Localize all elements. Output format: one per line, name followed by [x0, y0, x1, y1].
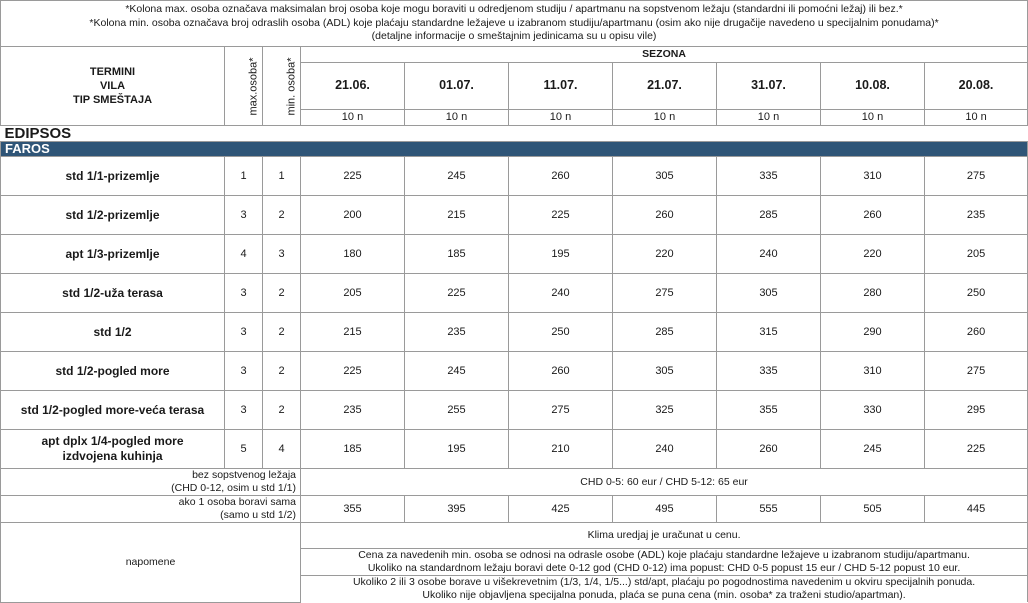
- nights-6: 10 n: [821, 110, 925, 126]
- price-cell: 235: [301, 391, 405, 430]
- footer-lines-2-3: [301, 549, 1028, 576]
- note-min: *Kolona min. osoba označava broj odraslih osoba (ADL) koje plaćaju standardne ležajeve u izabranom studiju/apartmanu (osim ako nije drugačije navedeno u specijalnim ponudama)*: [89, 16, 939, 29]
- price-cell: 260: [509, 157, 613, 196]
- header-min-persons: min. osoba*: [263, 47, 301, 126]
- min-persons: 2: [263, 352, 301, 391]
- table-row: [1, 235, 1028, 274]
- price-cell: 275: [925, 352, 1028, 391]
- header-max-persons: max.osoba*: [225, 47, 263, 126]
- unit-name: std 1/2-uža terasa: [1, 274, 225, 313]
- nights-7: 10 n: [925, 110, 1028, 126]
- price-cell: 215: [301, 313, 405, 352]
- max-persons: 4: [225, 235, 263, 274]
- unit-name: std 1/2: [1, 313, 225, 352]
- chd-value: CHD 0-5: 60 eur / CHD 5-12: 65 eur: [301, 469, 1028, 496]
- price-cell: 310: [821, 157, 925, 196]
- price-cell: 220: [613, 235, 717, 274]
- price-cell: 225: [405, 274, 509, 313]
- single-price: 395: [405, 496, 509, 523]
- footer-line-2: Cena za navedenih min. osoba se odnosi na odrasle osobe (ADL) koje plaćaju standardne ležajeve u izabranom studiju/apartmanu.: [358, 549, 970, 561]
- min-persons: 2: [263, 196, 301, 235]
- price-cell: 305: [613, 157, 717, 196]
- table-row: [1, 352, 1028, 391]
- price-cell: 315: [717, 313, 821, 352]
- chd-label-line1: bez sopstvenog ležaja: [192, 469, 296, 481]
- price-cell: 245: [405, 352, 509, 391]
- unit-name: std 1/2-prizemlje: [1, 196, 225, 235]
- price-cell: 205: [925, 235, 1028, 274]
- header-vila: VILA: [99, 80, 126, 92]
- price-cell: 225: [509, 196, 613, 235]
- date-2: 01.07.: [405, 62, 509, 110]
- date-5: 31.07.: [717, 62, 821, 110]
- price-cell: 295: [925, 391, 1028, 430]
- price-cell: 290: [821, 313, 925, 352]
- single-price: 555: [717, 496, 821, 523]
- price-cell: 210: [509, 430, 613, 469]
- unit-name: apt 1/3-prizemlje: [1, 235, 225, 274]
- single-label-line1: ako 1 osoba boravi sama: [178, 496, 296, 508]
- table-row: [1, 391, 1028, 430]
- date-3: 11.07.: [509, 62, 613, 110]
- price-cell: 260: [509, 352, 613, 391]
- price-cell: 305: [613, 352, 717, 391]
- footer-line-3: Ukoliko na standardnom ležaju boravi dete 0-12 god (CHD 0-12) ima popust: CHD 0-5 popust 15 eur / CHD 5-12 popust 10 eur.: [367, 562, 961, 574]
- unit-name: apt dplx 1/4-pogled more izdvojena kuhinja: [1, 430, 225, 469]
- subvilla-name: FAROS: [1, 142, 1028, 157]
- table-row: [1, 313, 1028, 352]
- price-cell: 255: [405, 391, 509, 430]
- date-1: 21.06.: [301, 62, 405, 110]
- price-cell: 225: [301, 157, 405, 196]
- min-persons: 3: [263, 235, 301, 274]
- max-persons: 3: [225, 391, 263, 430]
- unit-name: std 1/2-pogled more: [1, 352, 225, 391]
- price-cell: 220: [821, 235, 925, 274]
- footer-line-1: Klima uredjaj je uračunat u cenu.: [301, 523, 1028, 549]
- min-persons: 2: [263, 274, 301, 313]
- table-row: [1, 157, 1028, 196]
- price-cell: 280: [821, 274, 925, 313]
- price-cell: 275: [613, 274, 717, 313]
- max-persons: 3: [225, 352, 263, 391]
- min-persons: 1: [263, 157, 301, 196]
- single-price: 495: [613, 496, 717, 523]
- price-cell: 310: [821, 352, 925, 391]
- min-persons: 2: [263, 313, 301, 352]
- price-cell: 245: [821, 430, 925, 469]
- single-price: 355: [301, 496, 405, 523]
- max-persons: 5: [225, 430, 263, 469]
- price-cell: 260: [717, 430, 821, 469]
- header-tip: TIP SMEŠTAJA: [72, 94, 153, 106]
- single-label: [1, 496, 301, 523]
- min-persons: 4: [263, 430, 301, 469]
- nights-3: 10 n: [509, 110, 613, 126]
- note-details: (detaljne informacije o smeštajnim jedinicama su u opisu vile): [371, 30, 657, 43]
- table-row: [1, 274, 1028, 313]
- single-label-line2: (samo u std 1/2): [220, 509, 296, 521]
- chd-label: [1, 469, 301, 496]
- table-row: [1, 196, 1028, 235]
- price-cell: 305: [717, 274, 821, 313]
- price-cell: 325: [613, 391, 717, 430]
- nights-1: 10 n: [301, 110, 405, 126]
- single-price: 505: [821, 496, 925, 523]
- header-season: SEZONA: [301, 47, 1028, 63]
- price-cell: 245: [405, 157, 509, 196]
- price-cell: 335: [717, 157, 821, 196]
- unit-name: std 1/1-prizemlje: [1, 157, 225, 196]
- price-cell: 275: [509, 391, 613, 430]
- notes-block: [1, 1, 1028, 47]
- max-persons: 1: [225, 157, 263, 196]
- price-cell: 180: [301, 235, 405, 274]
- villa-name: EDIPSOS: [1, 126, 1028, 142]
- price-cell: 330: [821, 391, 925, 430]
- price-cell: 195: [405, 430, 509, 469]
- price-cell: 260: [613, 196, 717, 235]
- price-cell: 235: [925, 196, 1028, 235]
- single-price: 445: [925, 496, 1028, 523]
- nights-2: 10 n: [405, 110, 509, 126]
- footer-line-4: Ukoliko 2 ili 3 osobe borave u višekrevetnim (1/3, 1/4, 1/5...) std/apt, plaćaju po pogodnostima navedenim u okviru specijalnih ponuda.: [352, 576, 976, 588]
- price-cell: 200: [301, 196, 405, 235]
- price-cell: 335: [717, 352, 821, 391]
- price-cell: 260: [925, 313, 1028, 352]
- price-cell: 250: [509, 313, 613, 352]
- date-4: 21.07.: [613, 62, 717, 110]
- header-termini: TERMINI: [89, 66, 136, 78]
- max-persons: 3: [225, 274, 263, 313]
- price-cell: 250: [925, 274, 1028, 313]
- price-cell: 285: [717, 196, 821, 235]
- price-cell: 205: [301, 274, 405, 313]
- price-cell: 240: [717, 235, 821, 274]
- price-cell: 285: [613, 313, 717, 352]
- max-persons: 3: [225, 313, 263, 352]
- price-cell: 225: [925, 430, 1028, 469]
- nights-5: 10 n: [717, 110, 821, 126]
- footer-lines-4-5: [301, 576, 1028, 603]
- note-max: *Kolona max. osoba označava maksimalan broj osoba koje mogu boraviti u odredjenom studiju / apartmanu na sopstvenom ležaju (standardni ili pomoćni ležaj) ili bez.*: [125, 3, 903, 16]
- price-cell: 185: [405, 235, 509, 274]
- price-cell: 260: [821, 196, 925, 235]
- price-cell: 185: [301, 430, 405, 469]
- date-7: 20.08.: [925, 62, 1028, 110]
- price-cell: 275: [925, 157, 1028, 196]
- price-cell: 215: [405, 196, 509, 235]
- price-cell: 235: [405, 313, 509, 352]
- price-cell: 195: [509, 235, 613, 274]
- chd-label-line2: (CHD 0-12, osim u std 1/1): [171, 482, 296, 494]
- footer-line-5: Ukoliko nije objavljena specijalna ponuda, plaća se puna cena (min. osoba* za traženi studio/apartman).: [422, 589, 906, 601]
- price-rows: [1, 157, 1028, 469]
- table-row: [1, 430, 1028, 469]
- price-cell: 240: [509, 274, 613, 313]
- price-cell: 355: [717, 391, 821, 430]
- min-persons: 2: [263, 391, 301, 430]
- max-persons: 3: [225, 196, 263, 235]
- footer-label: napomene: [1, 523, 301, 603]
- single-price: 425: [509, 496, 613, 523]
- price-cell: 225: [301, 352, 405, 391]
- unit-name: std 1/2-pogled more-veća terasa: [1, 391, 225, 430]
- header-left: [1, 47, 225, 126]
- nights-4: 10 n: [613, 110, 717, 126]
- date-6: 10.08.: [821, 62, 925, 110]
- price-cell: 240: [613, 430, 717, 469]
